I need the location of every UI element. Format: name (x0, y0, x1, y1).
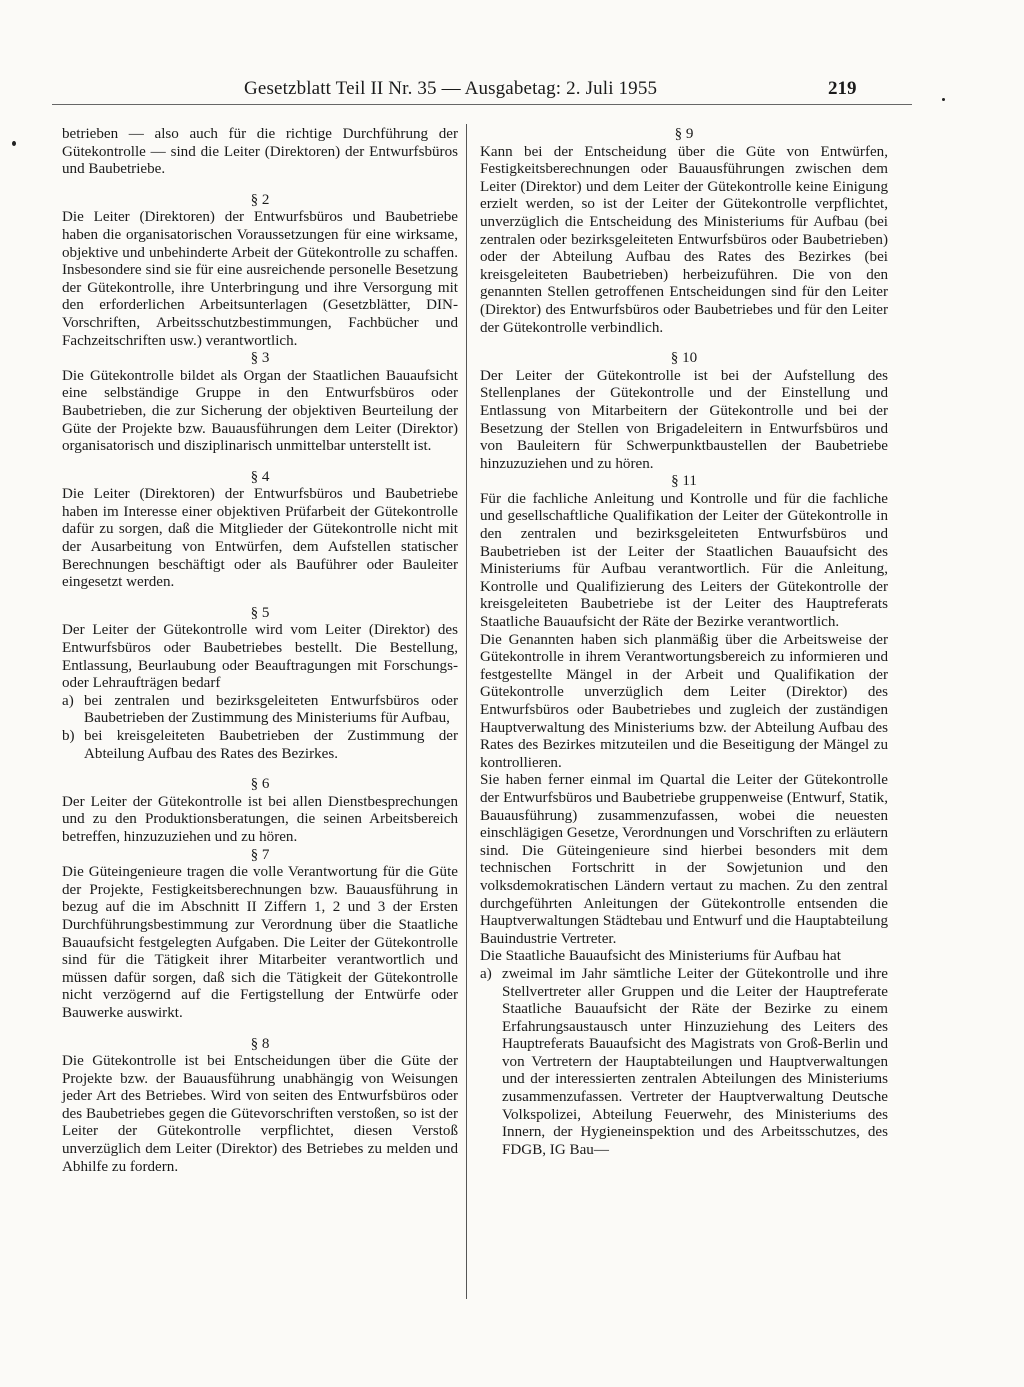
section-9-text: Kann bei der Entscheidung über die Güte von Entwürfen, Festigkeitsberechnungen oder Bauausführungen zwischen dem Leiter (Direktor) und dem Leiter der Gütekontrolle keine Einigung erzielt werden, so ist der Leiter der Gütekontrolle verpflichtet, unverzüglich die Entscheidung des Ministeriums für Aufbau (bei zentralen oder bezirksgeleiteten Entwurfsbüros oder Baubetrieben) oder der Abteilung Aufbau des Rates des Bezirkes (bei kreisgeleiteten Baubetrieben) herbeizuführen. Die von den genannten Stellen getroffenen Entscheidungen sind für den Leiter (Direktor) des Entwurfsbüros oder Baubetriebes und für den Leiter der Gütekontrolle verbindlich. (480, 143, 888, 336)
list-item-text: bei zentralen und bezirksgeleiteten Entwurfsbüros oder Baubetrieben der Zustimmung des Ministeriums für Aufbau, (84, 692, 458, 727)
list-item (62, 728, 458, 763)
section-heading-7: § 7 (250, 846, 270, 863)
section-6-text: Der Leiter der Gütekontrolle ist bei allen Dienstbesprechungen und zu den Produktionsberatungen, die seinen Arbeitsbereich betreffen, hinzuzuziehen und zu hören. (62, 793, 458, 845)
section-3-text: Die Gütekontrolle bildet als Organ der Staatlichen Bauaufsicht eine selbständige Gruppe in den Entwurfsbüros oder Baubetrieben, die zur Sicherung der objektiven Beurteilung der Güte der Projekte bzw. Bauausführungen dem Leiter (Direktor) organisatorisch und disziplinarisch unmittelbar unterstellt ist. (62, 367, 458, 455)
paragraph-intro: betrieben — also auch für die richtige Durchführung der Gütekontrolle — sind die Leiter (Direktoren) der Entwurfsbüros und Baubetriebe. (62, 126, 458, 178)
section-heading-9: § 9 (674, 126, 694, 142)
list-item (62, 693, 458, 728)
section-heading-10: § 10 (670, 350, 698, 367)
right-column (480, 126, 888, 1159)
header-rule (52, 104, 912, 105)
section-7-text: Die Güteingenieure tragen die volle Verantwortung für die Güte der Projekte, Festigkeitsberechnungen bzw. Bauausführung in bezug auf die im Abschnitt II Ziffern 1, 2 und 3 der Ersten Durchführungsbestimmung zur Verordnung über die Staatliche Bauaufsicht festgelegten Aufgaben. Die Leiter der Gütekontrolle sind für die Tätigkeit ihrer Mitarbeiter verantwortlich und müssen dafür sorgen, daß sich die Tätigkeit der Gütekontrolle nicht verzögernd auf die Fertigstellung der Entwürfe oder Bauwerke auswirkt. (62, 864, 458, 1021)
section-heading-3: § 3 (250, 350, 270, 367)
header-title: Gesetzblatt Teil II Nr. 35 — Ausgabetag: 2. Juli 1955 (244, 78, 658, 99)
list-item-label: b) (62, 728, 75, 744)
section-8-text: Die Gütekontrolle ist bei Entscheidungen über die Güte der Projekte bzw. der Bauausführung unabhängig von Weisungen jeder Art des Betriebes. Wird von seiten des Entwurfsbüros oder des Baubetriebes gegen die Gütevorschriften verstoßen, so ist der Leiter der Gütekontrolle verpflichtet, diesen Verstoß unverzüglich dem Leiter (Direktor) des Betriebes zu melden und Abhilfe zu fordern. (62, 1053, 458, 1175)
section-heading-11: § 11 (671, 473, 697, 490)
list-item-label: a) (62, 692, 74, 709)
section-10-text: Der Leiter der Gütekontrolle ist bei der Aufstellung des Stellenplanes der Gütekontrolle und der Einstellung und Entlassung von Mitarbeitern der Gütekontrolle und bei der Besetzung der Stellen von Brigadeleitern in Entwurfsbüros und von Bauleitern für Schwerpunktbaustellen der Baubetriebe hinzuzuziehen und zu hören. (480, 367, 888, 472)
list-item-text: zweimal im Jahr sämtliche Leiter der Gütekontrolle und ihre Stellvertreter aller Gruppen und die Leiter der Hauptreferate Staatliche Bauaufsicht der Räte der Bezirke zu einem Erfahrungsaustausch unter Hinzuziehung des Leiters des Hauptreferats Bauaufsicht des Magistrats von Groß-Berlin und von Vertretern der Hauptabteilungen und Hauptverwaltungen und der interessierten zentralen Abteilungen des Ministeriums zusammenzufassen. Vertreter der Hauptverwaltung Deutsche Volkspolizei, Abteilung Feuerwehr, des Ministeriums des Innern, der Hygieneinspektion und des Arbeitsschutzes, des FDGB, IG Bau— (502, 965, 888, 1158)
list-item (480, 966, 888, 1160)
margin-mark (12, 141, 16, 146)
section-heading-4: § 4 (250, 468, 270, 485)
section-heading-8: § 8 (250, 1035, 270, 1052)
section-11-paragraph-3: Sie haben ferner einmal im Quartal die Leiter der Gütekontrolle der Entwurfsbüros und Baubetriebe gruppenweise (Entwurf, Statik, Bauausführung) zusammenzufassen, wobei die neuesten einschlägigen Gesetze, Verordnungen und Vorschriften zu erläutern sind. Die Güteingenieure sind hierbei besonders mit dem technischen Fortschritt in der Sowjetunion und den volksdemokratischen Ländern vertaut zu machen. Zu den zentral durchgeführten Anleitungen der Gütekontrolle entsenden die Hauptverwaltungen Städtebau und Entwurf und die Hauptabteilung Bauindustrie Vertreter. (480, 772, 888, 947)
section-4-text: Die Leiter (Direktoren) der Entwurfsbüros und Baubetriebe haben im Interesse einer objektiven Prüfarbeit der Gütekontrolle dafür zu sorgen, daß die Mitglieder der Gütekontrolle nicht mit der Ausarbeitung von Entwürfen, dem Aufstellen statischer Berechnungen beschäftigt oder als Bauführer oder Bauleiter eingesetzt werden. (62, 486, 458, 591)
section-heading-5: § 5 (250, 604, 270, 621)
section-heading-6: § 6 (250, 776, 270, 793)
section-11-paragraph-1: Für die fachliche Anleitung und Kontrolle und für die fachliche und gesellschaftliche Qualifikation der Leiter der Gütekontrolle in den zentralen und bezirksgeleiteten Entwurfsbüros und Baubetrieben ist der Leiter der Staatlichen Bauaufsicht des Ministeriums für Aufbau verantwortlich. Für die Anleitung, Kontrolle und Qualifizierung des Leiters der Gütekontrolle der kreisgeleiteten Baubetriebe ist der Leiter des Hauptreferats Staatliche Bauaufsicht der Räte der Bezirke verantwortlich. (480, 490, 888, 631)
column-divider (466, 124, 467, 1299)
list-item-text: bei kreisgeleiteten Baubetrieben der Zustimmung der Abteilung Aufbau des Rates des Bezirkes. (84, 728, 458, 762)
left-column (62, 126, 458, 1176)
section-11-paragraph-2: Die Genannten haben sich planmäßig über die Arbeitsweise der Gütekontrolle in ihrem Verantwortungsbereich zu informieren und festgestellte Mängel in der Arbeit und Qualifikation der Gütekontrolle unverzüglich dem Leiter (Direktor) des Entwurfsbüros oder Baubetriebes und zugleich der zuständigen Hauptverwaltung des Ministeriums bzw. der Abteilung Aufbau des Rates des Bezirkes mitzuteilen und die Beseitigung der Mängel zu kontrollieren. (480, 631, 888, 771)
section-heading-2: § 2 (250, 191, 270, 208)
list-item-label: a) (480, 965, 492, 982)
section-2-text: Die Leiter (Direktoren) der Entwurfsbüros und Baubetriebe haben die organisatorischen Voraussetzungen für eine wirksame, objektive und unbehinderte Arbeit der Gütekontrolle zu schaffen. Insbesondere sind sie für eine ausreichende personelle Besetzung der Gütekontrolle, ihre Unterbringung und ihre Versorgung mit den erforderlichen Arbeitsunterlagen (Gesetzblätter, DIN-Vorschriften, Arbeitsschutzbestimmungen, Fachbücher und Fachzeitschriften usw.) verantwortlich. (62, 209, 458, 349)
section-5-text: Der Leiter der Gütekontrolle wird vom Leiter (Direktor) des Entwurfsbüros oder Baubetriebes bestellt. Die Bestellung, Entlassung, Beurlaubung oder Beauftragungen mit Forschungs- oder Lehraufträgen bedarf (62, 622, 458, 692)
section-11-paragraph-4: Die Staatliche Bauaufsicht des Ministeriums für Aufbau hat (480, 948, 841, 965)
margin-mark (942, 98, 945, 101)
page-number: 219 (828, 78, 857, 99)
